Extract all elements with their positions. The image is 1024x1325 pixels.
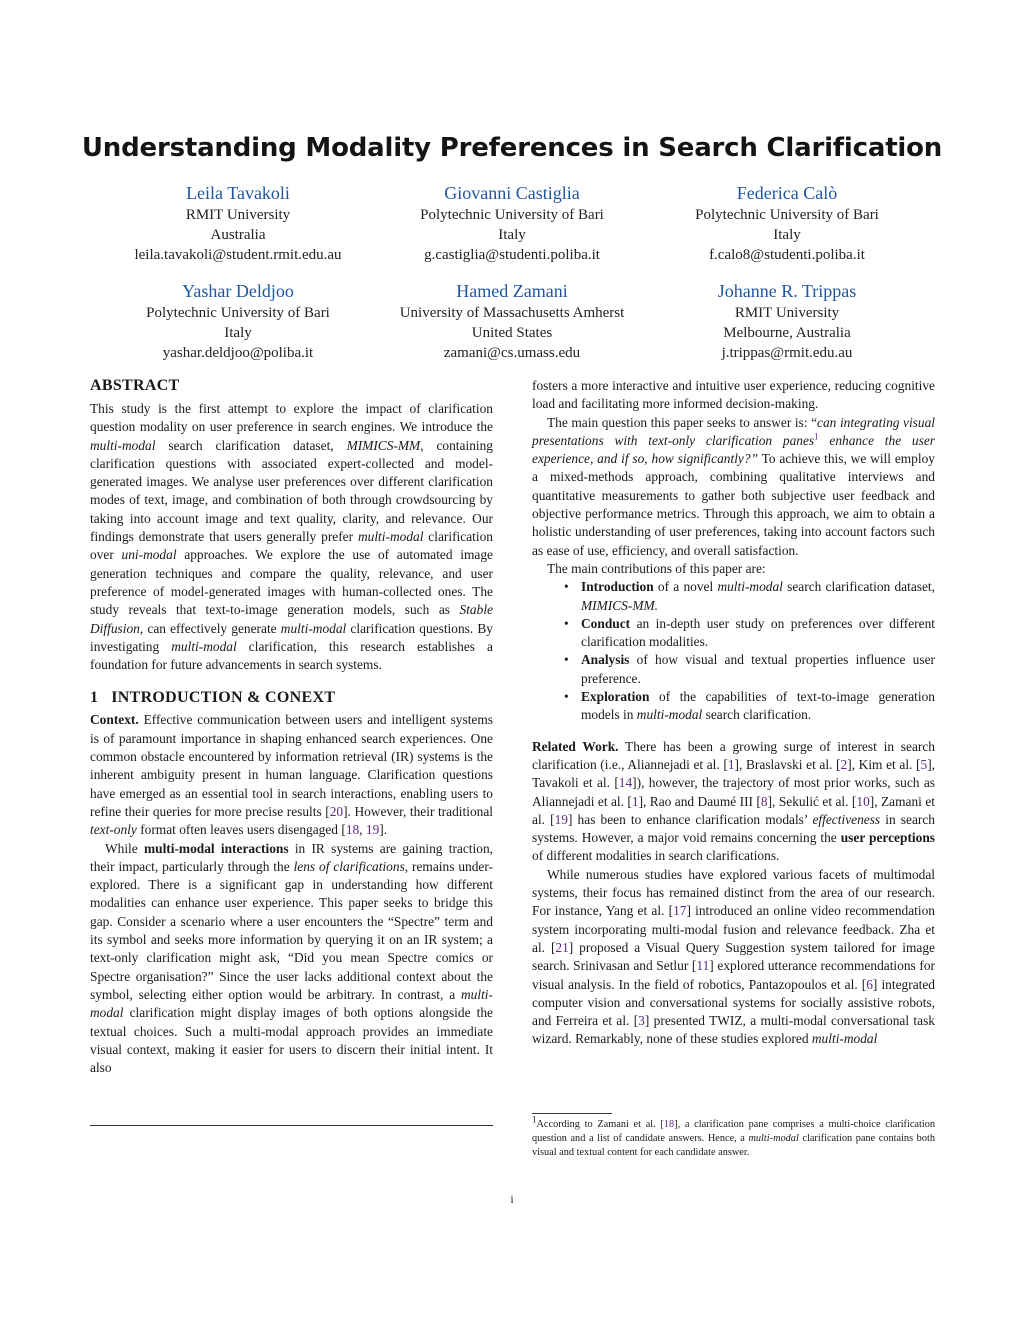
- author-block: [362, 181, 662, 265]
- citation-link[interactable]: 21: [555, 939, 569, 955]
- citation-link[interactable]: 1: [727, 756, 735, 772]
- author-affiliation: University of Massachusetts Amherst: [399, 305, 625, 321]
- citation-link[interactable]: 5: [920, 756, 928, 772]
- citation-link[interactable]: 19: [554, 811, 568, 827]
- column-end-rule: [90, 1125, 493, 1126]
- author-email: f.calo8@studenti.poliba.it: [709, 247, 865, 263]
- author-name[interactable]: Johanne R. Trippas: [717, 281, 857, 301]
- author-name[interactable]: Giovanni Castiglia: [444, 183, 580, 203]
- author-email: zamani@cs.umass.edu: [443, 345, 581, 361]
- abstract-heading: ABSTRACT: [90, 377, 180, 394]
- citation-link[interactable]: 20: [329, 803, 344, 819]
- footnote-rule: [532, 1113, 612, 1114]
- author-affiliation: RMIT University: [734, 305, 840, 321]
- author-location: Italy: [773, 227, 801, 243]
- author-location: United States: [471, 325, 553, 341]
- author-affiliation: Polytechnic University of Bari: [695, 207, 879, 223]
- citation-link[interactable]: 19: [365, 822, 380, 838]
- bullet-icon: •: [564, 615, 569, 631]
- left-column: [90, 374, 493, 1077]
- citation-link[interactable]: 8: [760, 793, 768, 809]
- citation-link[interactable]: 14: [618, 775, 633, 791]
- footnote-marker[interactable]: 1: [814, 431, 819, 442]
- citation-link[interactable]: 11: [696, 958, 710, 974]
- intro-paragraph: While multi-modal interactions in IR systems are gaining traction, their impact, particularly through the lens of clarifications, remains under-explored. There is a significant gap in understanding how different modalities can enhance user experience. This paper seeks to bridge this gap. Consider a scenario where a user encounters the “Spectre” term and its symbol and seeks more information by querying it on an IR system; a text-only clarification might ask, “Did you mean Spectre comics or Spectre organisation?” Since the user lacks additional context about the symbol, selecting either option would be arbitrary. In contrast, a multi-modal clarification might display images of both options alongside the textual choices. Such a multi-modal approach provides an immediate visual context, making it easier for users to discern their initial intent. It also: [90, 840, 493, 1076]
- list-item: • Introduction of a novel multi-modal search clarification dataset, MIMICS-MM.: [564, 579, 935, 613]
- citation-link[interactable]: 6: [866, 976, 873, 992]
- citation-link[interactable]: 18: [345, 822, 360, 838]
- list-item: • Exploration of the capabilities of text-to-image generation models in multi-modal search clarification.: [564, 689, 935, 723]
- right-column: [532, 377, 935, 1049]
- citation-link[interactable]: 2: [840, 756, 848, 772]
- author-location: Italy: [498, 227, 526, 243]
- list-item: • Conduct an in-depth user study on preferences over different clarification modalities.: [564, 615, 935, 650]
- author-location: Australia: [210, 227, 266, 243]
- author-location: Italy: [224, 325, 252, 341]
- author-name[interactable]: Hamed Zamani: [456, 281, 568, 301]
- related-work-paragraph: While numerous studies have explored various facets of multimodal systems, their focus has remained distinct from the area of our research. For instance, Yang et al. [17] introduced an online video recommendation system incorporating multi-modal fusion and relevance feedback. Zha et al. [21] proposed a Visual Query Suggestion system tailored for image search. Srinivasan and Setlur [11] explored utterance recommendations for visual analysis. In the field of robotics, Pantazopoulos et al. [6] integrated computer vision and conversational systems for socially assistive robots, and Ferreira et al. [3] presented TWIZ, a multi-modal conversational task wizard. Remarkably, none of these studies explored multi-modal: [532, 866, 935, 1047]
- related-work-paragraph: Related Work. There has been a growing surge of interest in search clarification (i.e., Aliannejadi et al. [1], Braslavski et al. [2], Kim et al. [5], Tavakoli et al. [14]), however, the trajectory of most prior works, such as Aliannejadi et al. [1], Rao and Daumé III [8], Sekulić et al. [10], Zamani et al. [19] has been to enhance clarification modals’ effectiveness in search systems. However, a major void remains concerning the user perceptions of different modalities in search clarifications.: [532, 738, 935, 864]
- citation-link[interactable]: 18: [663, 1119, 675, 1130]
- list-item: • Analysis of how visual and textual properties influence user preference.: [564, 652, 935, 686]
- research-question-paragraph: The main question this paper seeks to answer is: “can integrating visual presentations with text-only clarification panes$^1$ enhance the user experience, and if so, how significantly?” To achieve this, we will employ a mixed-methods approach, combining qualitative interviews and quantitative measurements to gather both subjective user feedback and objective performance metrics. Through this approach, we aim to obtain a holistic understanding of user preferences, taking into account factors such as ease of use, efficiency, and overall satisfaction.: [532, 414, 936, 558]
- author-name[interactable]: Yashar Deldjoo: [182, 281, 294, 301]
- author-affiliation: Polytechnic University of Bari: [146, 305, 330, 321]
- author-email: leila.tavakoli@student.rmit.edu.au: [134, 247, 342, 263]
- author-affiliation: Polytechnic University of Bari: [420, 207, 604, 223]
- citation-link[interactable]: 1: [631, 793, 639, 809]
- citation-link[interactable]: 10: [856, 793, 870, 809]
- citation-link[interactable]: 17: [673, 903, 687, 919]
- bullet-icon: •: [564, 652, 569, 668]
- paper-title: Understanding Modality Preferences in Search Clarification: [81, 133, 943, 163]
- citation-link[interactable]: 3: [638, 1013, 645, 1029]
- author-email: j.trippas@rmit.edu.au: [721, 345, 853, 361]
- author-name[interactable]: Federica Calò: [736, 183, 838, 203]
- author-block: [637, 279, 937, 363]
- intro-paragraph: fosters a more interactive and intuitive user experience, reducing cognitive load and facilitating more informed decision-making.: [532, 378, 935, 412]
- author-block: [637, 181, 937, 265]
- author-email: yashar.deldjoo@poliba.it: [162, 345, 314, 361]
- author-location: Melbourne, Australia: [723, 325, 851, 341]
- section-heading: 1 INTRODUCTION & CONEXT: [90, 689, 336, 707]
- author-email: g.castiglia@studenti.poliba.it: [424, 247, 600, 263]
- author-block: [362, 279, 662, 363]
- footnote: $^1$According to Zamani et al. [18], a clarification pane comprises a multi-choice clarification question and a list of candidate answers. Hence, a multi-modal clarification pane contains both visual and textual content for each candidate answer.: [532, 1114, 935, 1158]
- page-number: i: [510, 1192, 514, 1206]
- contributions-list: [532, 578, 935, 724]
- author-block: [88, 279, 388, 363]
- author-affiliation: RMIT University: [185, 207, 291, 223]
- author-name[interactable]: Leila Tavakoli: [186, 183, 290, 203]
- footnote-number: 1: [532, 1114, 537, 1125]
- abstract-text: This study is the first attempt to explore the impact of clarification question modality on user preference in search engines. We introduce the multi-modal search clarification dataset, MIMICS-MM, containing clarification questions with associated expert-collected and model-generated images. We analyse user preferences over different clarification modes of text, image, and combination of both through crowdsourcing by taking into account image and text quality, clarity, and relevance. Our findings demonstrate that users generally prefer multi-modal clarification over uni-modal approaches. We explore the use of automated image generation techniques and compare the quality, relevance, and user preference of model-generated images with human-collected ones. The study reveals that text-to-image generation models, such as Stable Diffusion, can effectively generate multi-modal clarification questions. By investigating multi-modal clarification, this research establishes a foundation for future advancements in search systems.: [90, 401, 493, 673]
- bullet-icon: •: [564, 689, 569, 705]
- bullet-icon: •: [564, 579, 569, 595]
- author-block: [88, 181, 388, 265]
- contributions-intro: The main contributions of this paper are:: [547, 560, 766, 576]
- intro-context-paragraph: Context. Effective communication between users and intelligent systems is of paramount importance in shaping enhanced search experiences. One common obstacle encountered by information retrieval (IR) systems is the inherent ambiguity present in human language. Clarification questions have emerged as an essential tool in search interactions, enabling users to refine their queries for more precise results [20]. However, their traditional text-only format often leaves users disengaged [18, 19].: [90, 712, 493, 838]
